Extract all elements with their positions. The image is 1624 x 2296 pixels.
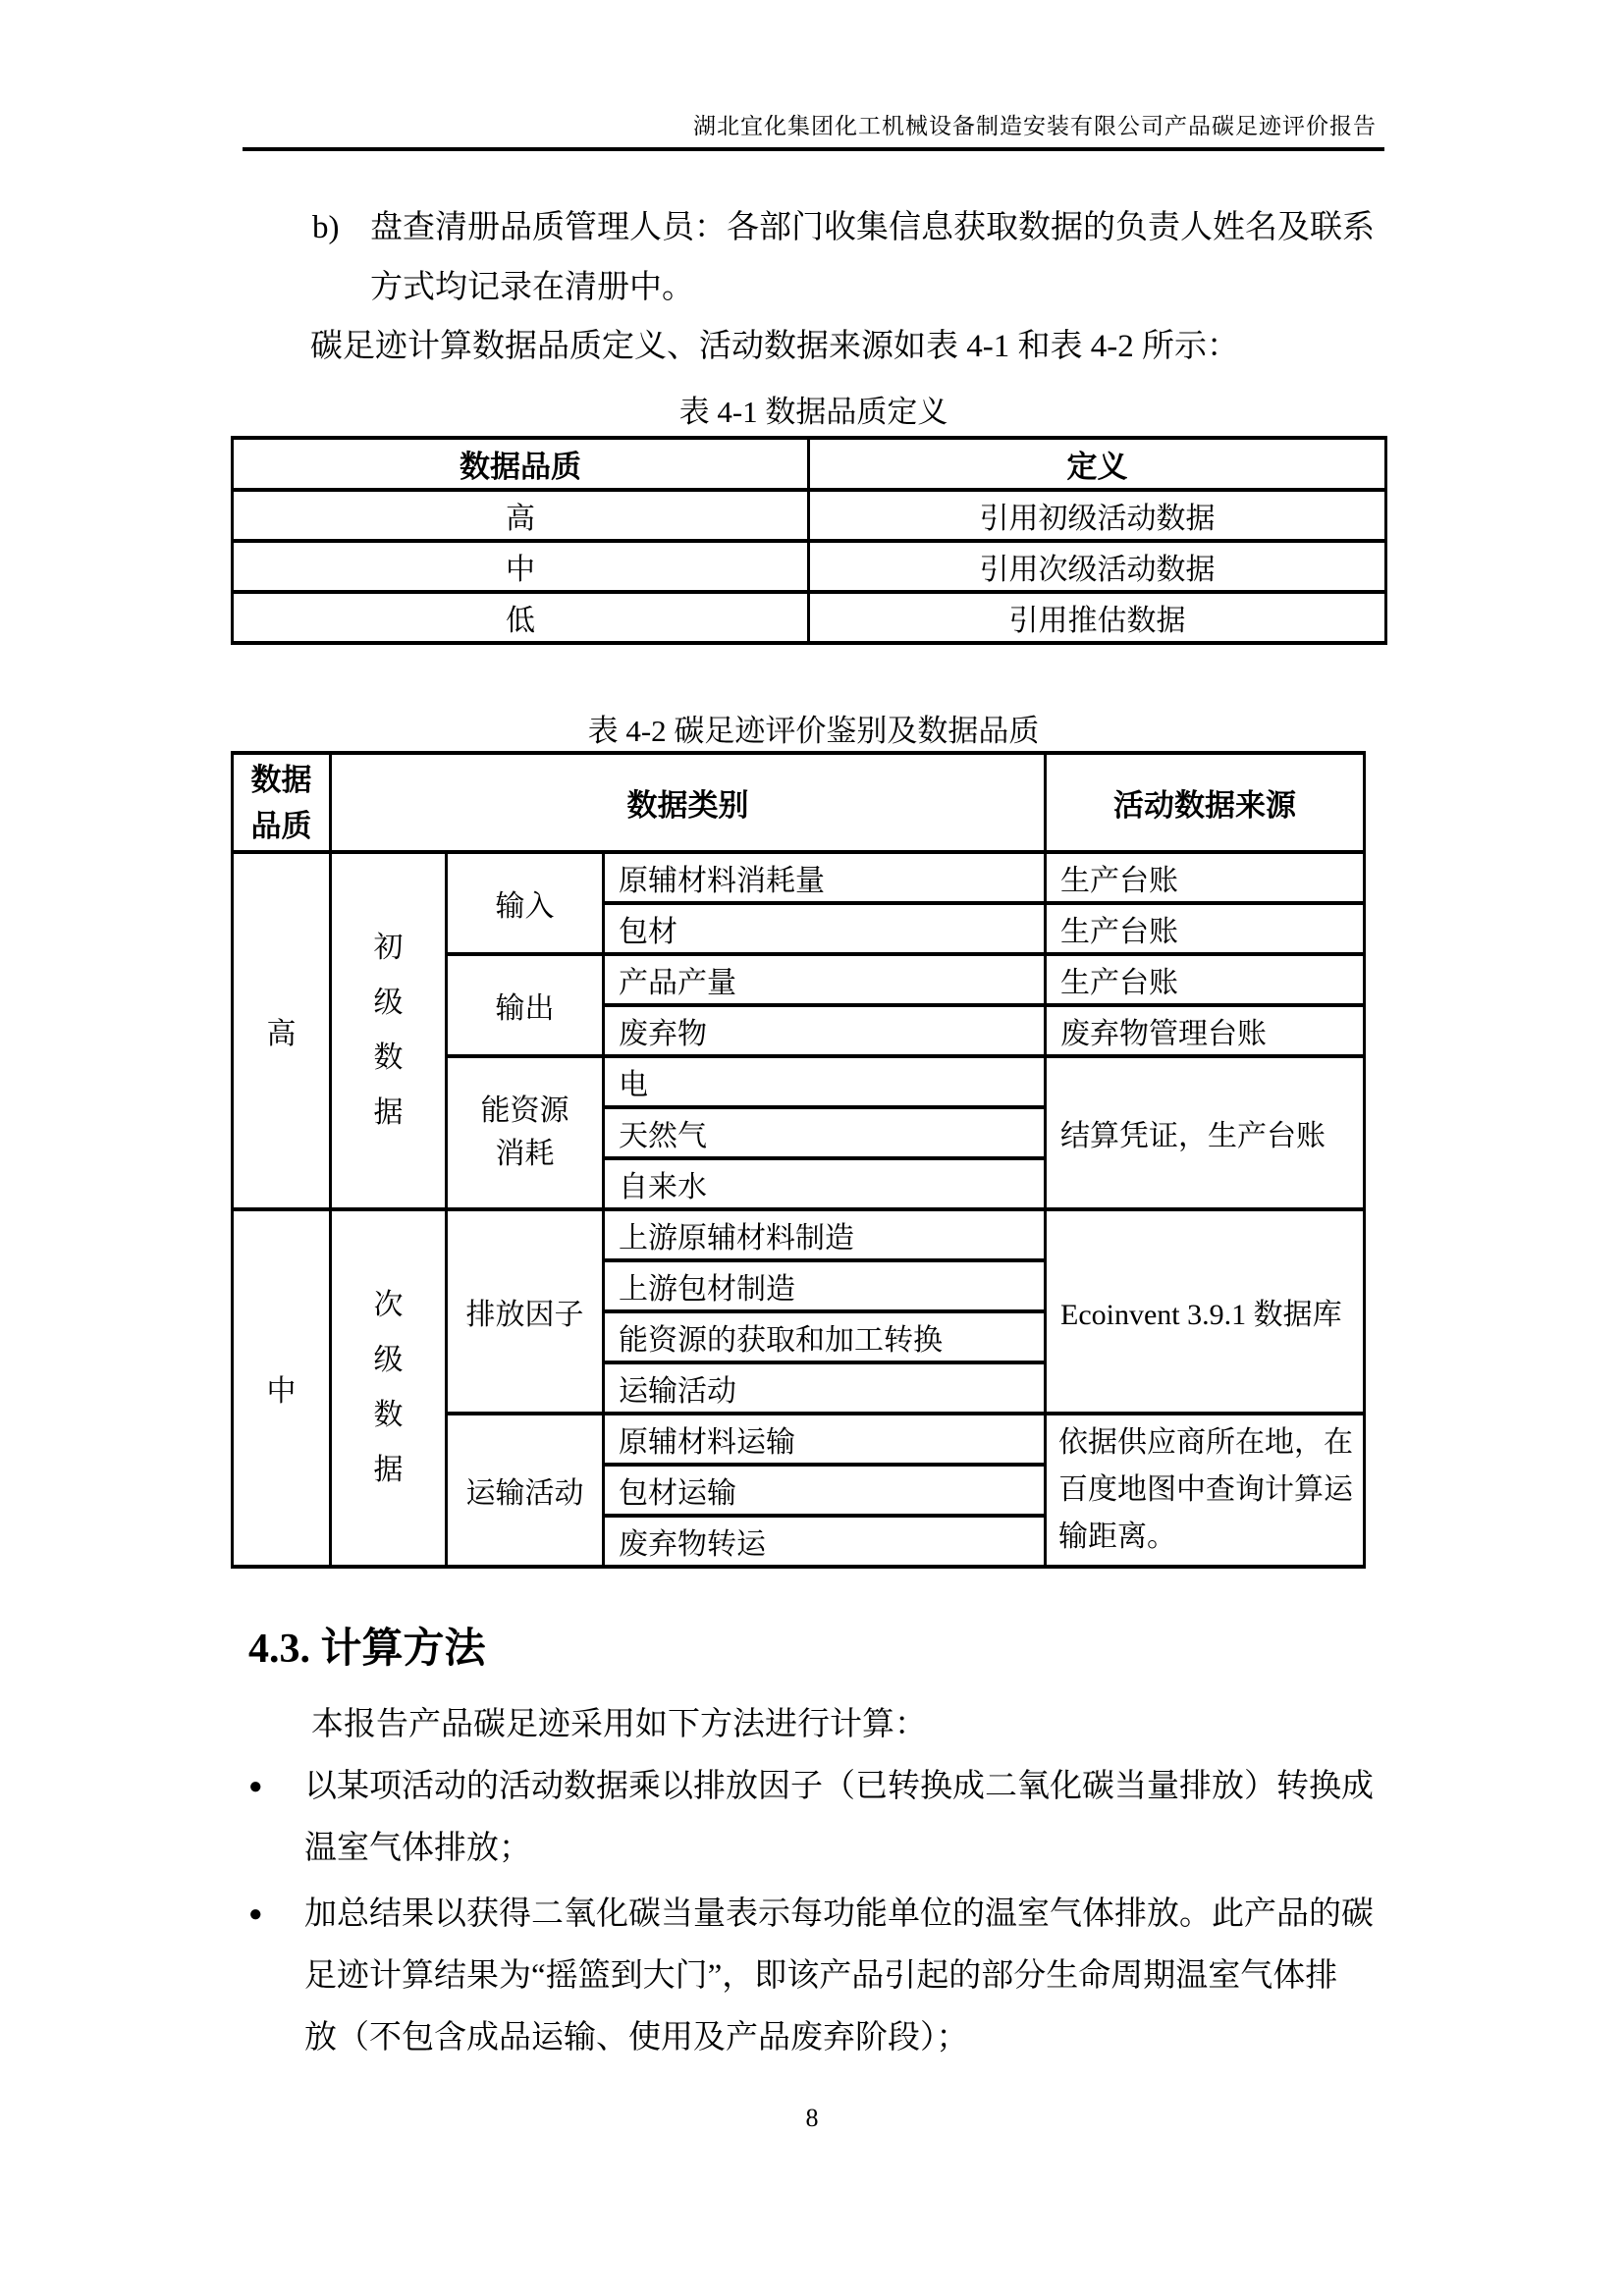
source-cell-merged: Ecoinvent 3.9.1 数据库	[1046, 1209, 1365, 1414]
column-header-definition: 定义	[809, 438, 1386, 490]
table-row	[233, 852, 1365, 903]
item-cell: 包材	[604, 903, 1046, 954]
quality-cell-medium: 中	[233, 1209, 331, 1567]
text-line: 足迹计算结果为“摇篮到大门”，即该产品引起的部分生命周期温室气体排	[304, 1958, 1338, 1994]
text-line: 盘查清册品质管理人员：各部门收集信息获取数据的负责人姓名及联系	[370, 210, 1375, 245]
item-cell: 天然气	[604, 1107, 1046, 1158]
table-header-row	[233, 753, 1365, 852]
text-line: 放（不包含成品运输、使用及产品废弃阶段）；	[304, 2020, 969, 2056]
text-line: 方式均记录在清册中。	[370, 270, 694, 305]
item-cell: 原辅材料消耗量	[604, 852, 1046, 903]
table2-caption: 表 4-2 碳足迹评价鉴别及数据品质	[587, 714, 1040, 748]
source-cell: 生产台账	[1046, 903, 1365, 954]
table-cell: 低	[233, 592, 809, 643]
bullet-marker: ●	[248, 1901, 263, 1927]
item-cell: 原辅材料运输	[604, 1414, 1046, 1465]
group-cell-emission-factor: 排放因子	[447, 1209, 604, 1414]
source-cell: 废弃物管理台账	[1046, 1005, 1365, 1056]
text-line: 加总结果以获得二氧化碳当量表示每功能单位的温室气体排放。此产品的碳	[304, 1896, 1374, 1932]
source-cell: 生产台账	[1046, 852, 1365, 903]
page-number: 8	[805, 2104, 819, 2132]
page-header-title: 湖北宜化集团化工机械设备制造安装有限公司产品碳足迹评价报告	[693, 114, 1377, 138]
text-line: 温室气体排放；	[304, 1831, 531, 1866]
quality-cell-high: 高	[233, 852, 331, 1209]
header-rule	[243, 147, 1384, 151]
section-lead: 本报告产品碳足迹采用如下方法进行计算：	[311, 1707, 927, 1742]
table1-caption: 表 4-1 数据品质定义	[678, 395, 948, 429]
item-cell: 电	[604, 1056, 1046, 1107]
item-cell: 能资源的获取和加工转换	[604, 1311, 1046, 1362]
column-header-source: 活动数据来源	[1046, 753, 1365, 852]
section-heading: 4.3. 计算方法	[248, 1627, 486, 1672]
list-item-text	[370, 198, 1375, 318]
group-cell-input: 输入	[447, 852, 604, 954]
table-header-row	[233, 438, 1386, 490]
item-cell: 上游包材制造	[604, 1260, 1046, 1311]
group-cell-transport: 运输活动	[447, 1414, 604, 1567]
group-cell-energy: 能资源消耗	[447, 1056, 604, 1209]
bullet-text	[304, 1884, 1374, 2069]
footprint-identification-table	[231, 751, 1366, 1569]
column-header-category: 数据类别	[331, 753, 1046, 852]
bullet-marker: ●	[248, 1774, 263, 1799]
table-row	[233, 592, 1386, 643]
group-cell-output: 输出	[447, 954, 604, 1056]
list-item-b	[312, 198, 1375, 318]
item-cell: 包材运输	[604, 1465, 1046, 1516]
bullet-item	[248, 1756, 1374, 1880]
table-row	[233, 541, 1386, 592]
source-cell-merged: 结算凭证，生产台账	[1046, 1056, 1365, 1209]
source-cell-merged: 依据供应商所在地，在百度地图中查询计算运输距离。	[1046, 1414, 1365, 1567]
data-quality-definition-table	[231, 436, 1387, 645]
column-header-quality: 数据品质	[233, 438, 809, 490]
table-row	[233, 1209, 1365, 1260]
item-cell: 自来水	[604, 1158, 1046, 1209]
item-cell: 产品产量	[604, 954, 1046, 1005]
table-row	[233, 490, 1386, 541]
level-cell-primary: 初级数据	[331, 852, 447, 1209]
item-cell: 废弃物转运	[604, 1516, 1046, 1567]
source-cell: 生产台账	[1046, 954, 1365, 1005]
table-cell: 中	[233, 541, 809, 592]
item-cell: 废弃物	[604, 1005, 1046, 1056]
table-cell: 高	[233, 490, 809, 541]
column-header-quality: 数据品质	[233, 753, 331, 852]
item-cell: 上游原辅材料制造	[604, 1209, 1046, 1260]
table-cell: 引用次级活动数据	[809, 541, 1386, 592]
bullet-text	[304, 1756, 1374, 1880]
level-cell-secondary: 次级数据	[331, 1209, 447, 1567]
list-item-marker: b)	[312, 210, 340, 245]
intro-lead: 碳足迹计算数据品质定义、活动数据来源如表 4-1 和表 4-2 所示：	[310, 329, 1239, 364]
table-cell: 引用初级活动数据	[809, 490, 1386, 541]
item-cell: 运输活动	[604, 1362, 1046, 1414]
table-cell: 引用推估数据	[809, 592, 1386, 643]
bullet-item	[248, 1884, 1374, 2069]
text-line: 以某项活动的活动数据乘以排放因子（已转换成二氧化碳当量排放）转换成	[304, 1769, 1374, 1804]
